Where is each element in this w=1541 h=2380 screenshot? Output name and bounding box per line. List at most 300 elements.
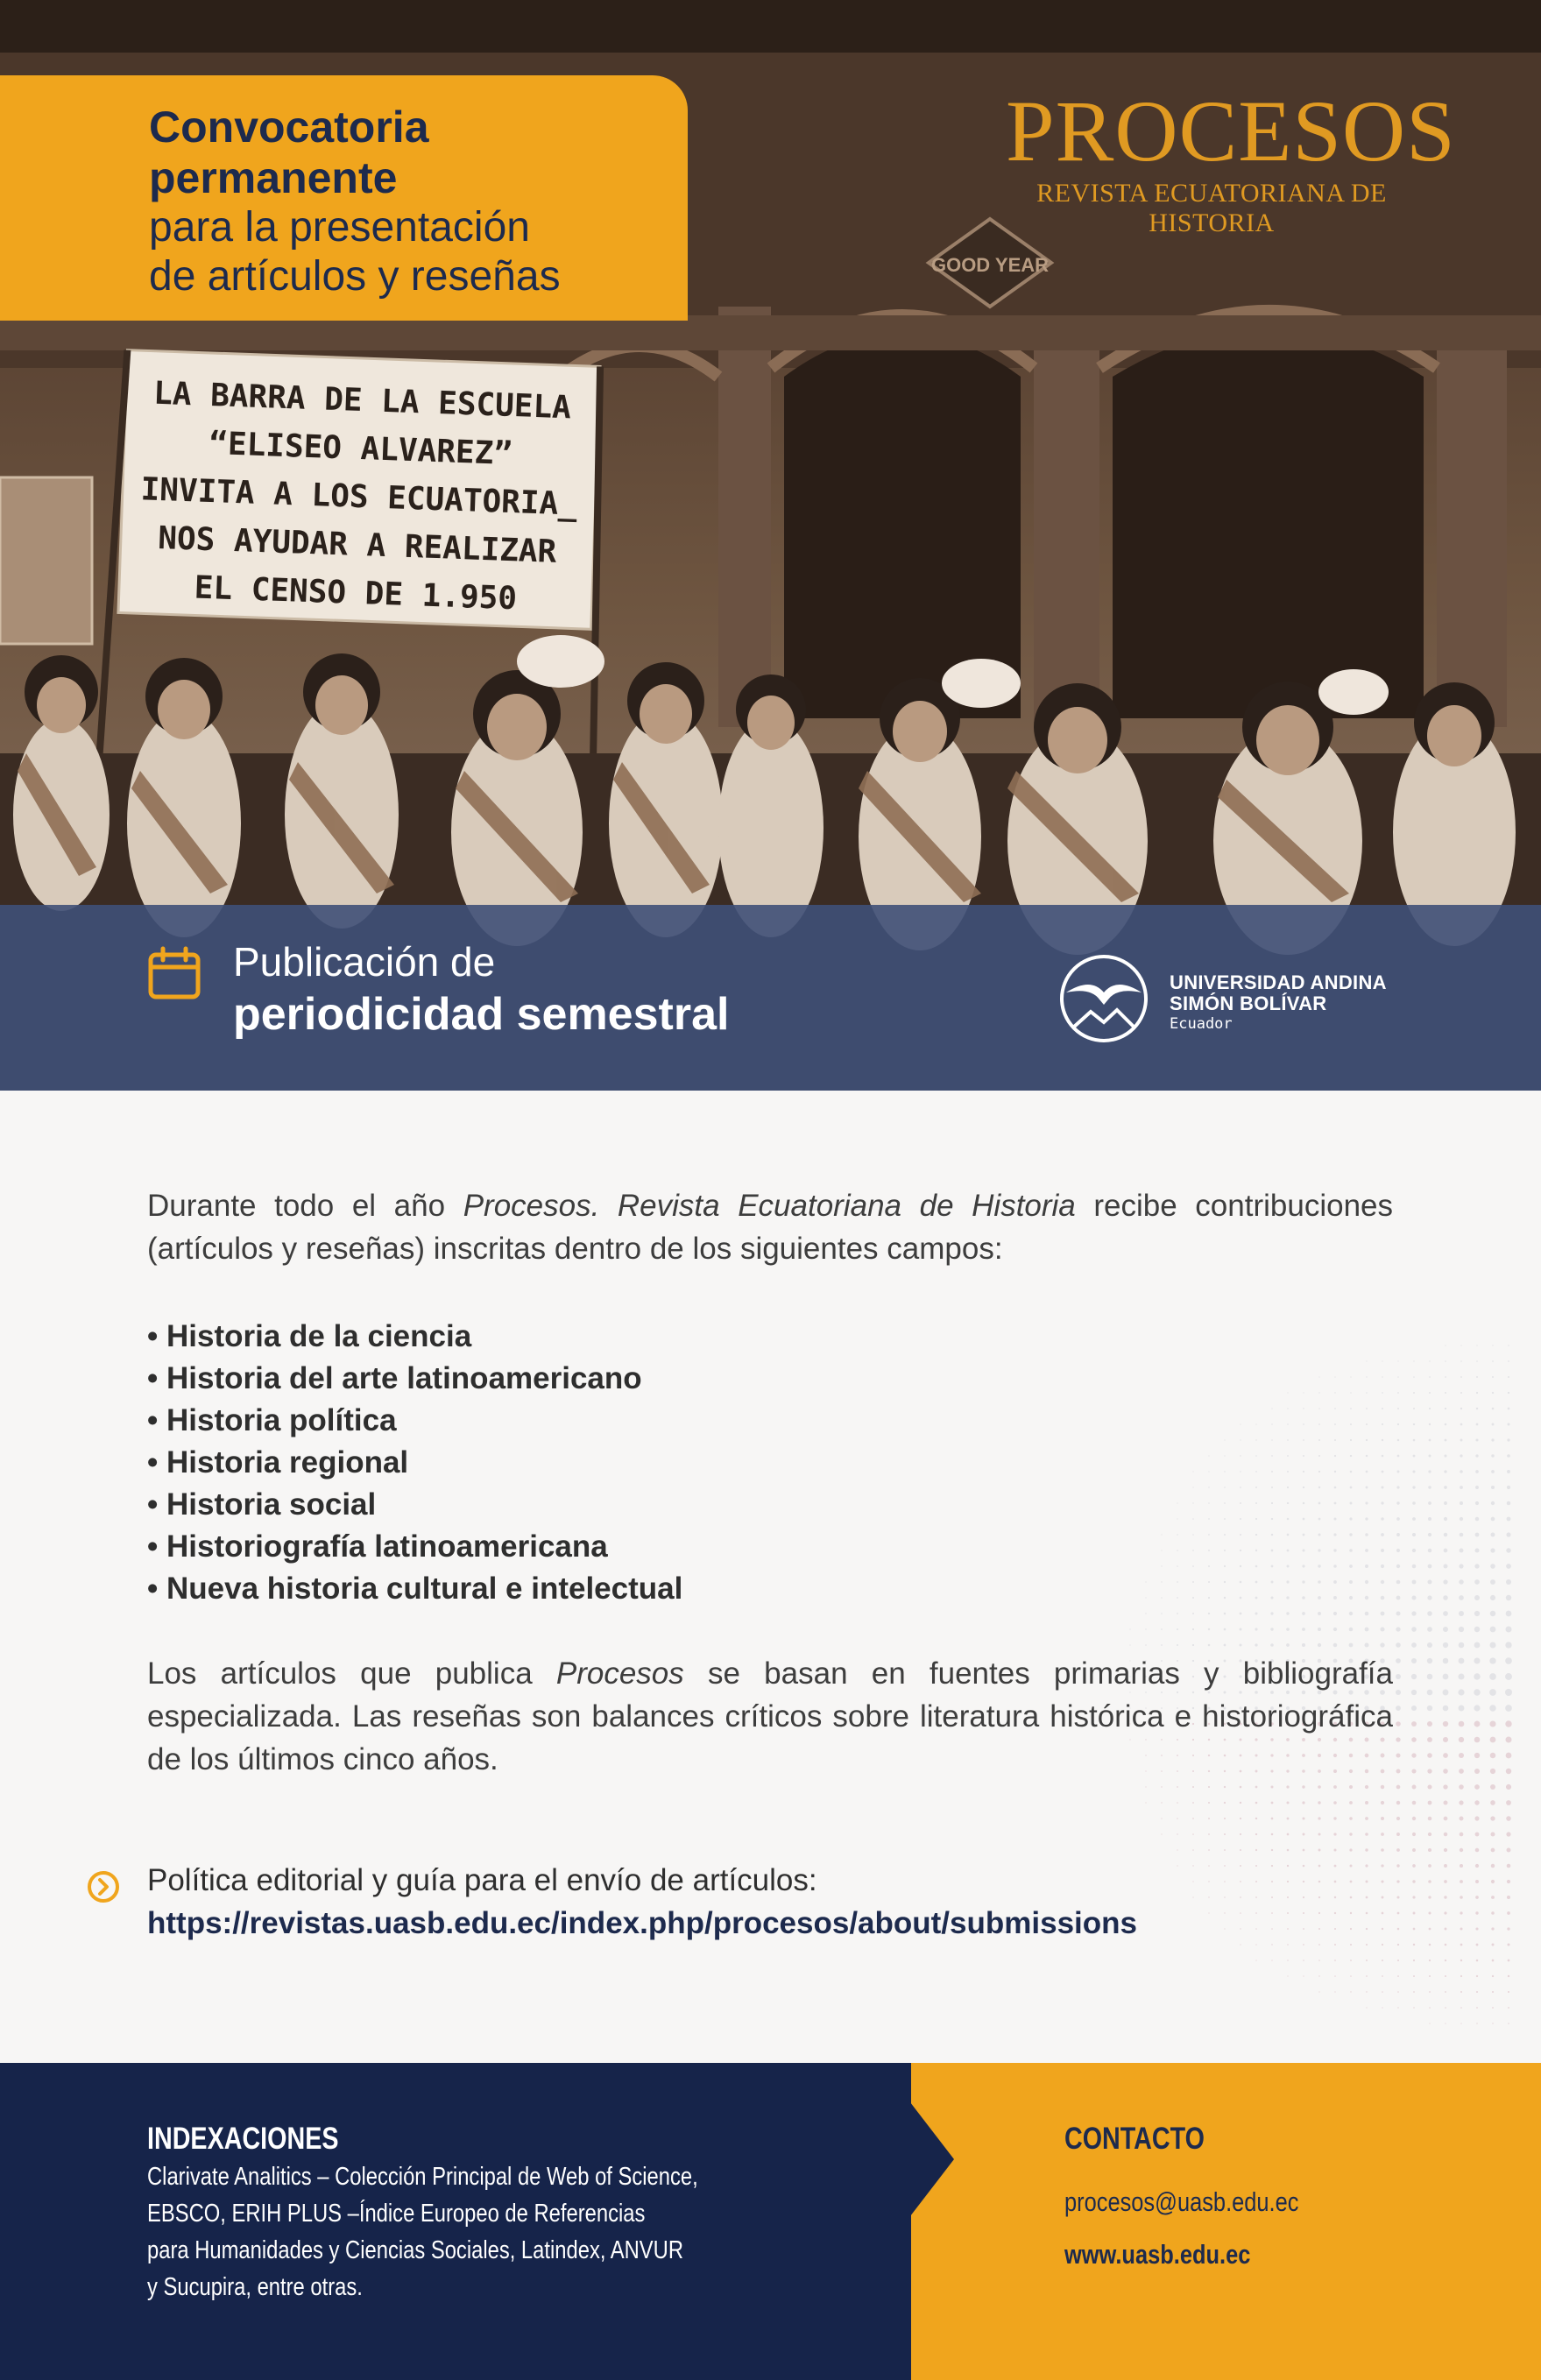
dot xyxy=(1444,1470,1446,1472)
dot xyxy=(1475,1833,1480,1837)
dot xyxy=(1459,1737,1464,1742)
contact-email-link[interactable]: procesos@uasb.edu.ec xyxy=(1064,2186,1299,2217)
dot xyxy=(1489,1689,1496,1696)
dot xyxy=(1412,1785,1417,1790)
dot xyxy=(1396,1580,1401,1585)
dot xyxy=(1460,1833,1464,1837)
dot xyxy=(1505,1689,1512,1696)
dot xyxy=(1475,1501,1479,1505)
dot xyxy=(1507,1911,1510,1915)
call-title-line2: permanente xyxy=(149,153,398,202)
indexations-title: INDEXACIONES xyxy=(147,2122,339,2156)
dot xyxy=(1459,1800,1463,1804)
dot xyxy=(1396,1880,1399,1882)
dot xyxy=(1334,1896,1336,1898)
dot xyxy=(1224,1881,1226,1882)
dot xyxy=(1177,1818,1178,1819)
dot xyxy=(1476,1960,1479,1962)
dot xyxy=(1443,1674,1449,1680)
dot xyxy=(1490,1595,1495,1600)
dot xyxy=(1349,1833,1352,1835)
dot xyxy=(1427,1627,1432,1632)
indexations-line: EBSCO, ERIH PLUS –Índice Europeo de Referencias xyxy=(147,2200,646,2228)
dot xyxy=(1318,1881,1321,1883)
dot xyxy=(1224,1865,1226,1867)
dot xyxy=(1240,1944,1241,1945)
dot xyxy=(1508,1975,1509,1977)
dot xyxy=(1349,1864,1352,1867)
dot xyxy=(1460,1360,1462,1362)
dot xyxy=(1492,1944,1495,1946)
dot xyxy=(1411,1737,1417,1742)
dot xyxy=(1396,1896,1399,1898)
dot xyxy=(1474,1705,1480,1711)
dot xyxy=(1443,1642,1448,1648)
dot xyxy=(1224,1818,1226,1819)
dot xyxy=(1413,1960,1415,1961)
dot xyxy=(1271,1896,1273,1898)
dot xyxy=(1396,1817,1400,1820)
call-title-line1: Convocatoria xyxy=(149,102,429,152)
dot xyxy=(1413,2007,1414,2008)
dot xyxy=(1460,1501,1463,1505)
dot xyxy=(1318,1833,1320,1835)
dot xyxy=(1428,1564,1432,1569)
dot xyxy=(1192,1865,1193,1866)
dot xyxy=(1366,1896,1368,1899)
dot xyxy=(1444,1486,1447,1489)
dot xyxy=(1492,1423,1495,1426)
dot xyxy=(1365,1848,1368,1851)
dot xyxy=(1429,1944,1431,1946)
dot xyxy=(1444,1817,1448,1821)
dot xyxy=(1460,1533,1464,1537)
dot xyxy=(1240,1881,1241,1882)
dot xyxy=(1411,1769,1416,1773)
dot xyxy=(1271,1849,1273,1851)
dot xyxy=(1411,1595,1416,1600)
dot xyxy=(1412,1864,1416,1868)
dot xyxy=(1427,1706,1432,1711)
dot xyxy=(1427,1658,1432,1663)
dot xyxy=(1490,1548,1495,1552)
dot xyxy=(1445,1928,1447,1931)
dot xyxy=(1475,1911,1478,1914)
dot xyxy=(1505,1720,1511,1727)
dot xyxy=(1506,1832,1510,1836)
dot xyxy=(1428,1486,1431,1488)
dot xyxy=(1208,1802,1210,1804)
fields-list xyxy=(147,1316,1393,1610)
dot xyxy=(1271,1912,1273,1914)
dot xyxy=(1412,1533,1416,1536)
dot xyxy=(1396,1564,1400,1568)
dot xyxy=(1271,1786,1274,1789)
dot xyxy=(1492,1408,1495,1410)
dot xyxy=(1443,1706,1449,1712)
dot xyxy=(1491,1864,1495,1868)
list-item: • Nueva historia cultural e intelectual xyxy=(147,1571,683,1606)
dot xyxy=(1240,1865,1241,1867)
dot xyxy=(1474,1548,1479,1552)
dot xyxy=(1381,1848,1384,1852)
dot xyxy=(1303,1833,1305,1836)
dot xyxy=(1255,1849,1257,1851)
dot xyxy=(1412,1564,1417,1569)
dot xyxy=(1271,1881,1273,1882)
dot xyxy=(1475,1470,1479,1473)
dot xyxy=(1412,1848,1416,1852)
dot xyxy=(1443,1784,1447,1789)
dot xyxy=(1397,1944,1399,1946)
dot xyxy=(1427,1721,1432,1727)
dot xyxy=(1208,1881,1209,1882)
dot xyxy=(1192,1818,1194,1819)
logo-subtitle: REVISTA ECUATORIANA DE HISTORIA xyxy=(1036,179,1387,237)
dot xyxy=(1474,1611,1480,1616)
dot xyxy=(1318,1817,1320,1819)
dot xyxy=(1476,1360,1478,1362)
dot xyxy=(1397,1471,1400,1473)
dot xyxy=(1396,1848,1400,1852)
dot xyxy=(1271,1802,1274,1804)
dot xyxy=(1413,1360,1414,1361)
dot xyxy=(1411,1721,1417,1727)
dot xyxy=(1475,1864,1479,1868)
dot xyxy=(1475,1896,1479,1899)
dot xyxy=(1303,1865,1305,1868)
dot xyxy=(1413,1439,1416,1442)
dot xyxy=(1491,1848,1495,1853)
condor-logo-icon xyxy=(1056,950,1152,1047)
dot xyxy=(1413,1455,1416,1458)
dot xyxy=(1318,1928,1320,1930)
dot xyxy=(1397,1912,1400,1915)
footer-arrow xyxy=(910,2102,958,2216)
dot xyxy=(1255,1944,1256,1945)
dot xyxy=(1381,1785,1384,1789)
dot xyxy=(1508,2023,1509,2024)
dot xyxy=(1412,1880,1415,1882)
dot xyxy=(1507,1501,1511,1506)
dot xyxy=(1492,1360,1494,1362)
dot xyxy=(1429,1928,1431,1931)
dot xyxy=(1396,1864,1399,1867)
dot xyxy=(1334,1928,1336,1930)
dot xyxy=(1474,1769,1480,1774)
dot xyxy=(1413,1376,1415,1378)
dot xyxy=(1428,1880,1431,1883)
dot xyxy=(1506,1627,1512,1633)
dot xyxy=(1491,1517,1495,1522)
dot xyxy=(1397,1991,1399,1993)
dot xyxy=(1413,1928,1416,1931)
dot xyxy=(1443,1690,1449,1696)
dot xyxy=(1224,1912,1225,1913)
dot xyxy=(1443,1658,1449,1664)
dot xyxy=(1411,1690,1417,1695)
contact-website-link[interactable]: www.uasb.edu.ec xyxy=(1064,2239,1251,2270)
dot xyxy=(1365,1864,1368,1867)
dot xyxy=(1287,1833,1290,1836)
dot xyxy=(1459,1627,1464,1632)
dot xyxy=(1443,1800,1447,1804)
dot xyxy=(1429,1975,1431,1977)
dot xyxy=(1255,1818,1257,1819)
dot xyxy=(1505,1705,1512,1712)
dot xyxy=(1507,1470,1510,1473)
main-content xyxy=(147,1184,1393,1781)
dot xyxy=(1459,1753,1464,1758)
list-item: • Historia social xyxy=(147,1487,377,1522)
call-subtitle-line2: de artículos y reseñas xyxy=(149,253,561,300)
articles-paragraph: Los artículos que publica Procesos se basan en fuentes primarias y bibliografía especializada. Las reseñas son balances críticos sobre literatura histórica e historiográfica de los últimos cinco años. xyxy=(147,1656,1393,1776)
editorial-policy xyxy=(147,1860,1137,1946)
dot xyxy=(1224,1928,1225,1929)
dot xyxy=(1334,1991,1335,1992)
dot xyxy=(1475,1848,1480,1853)
contact-title: CONTACTO xyxy=(1064,2122,1205,2156)
dot xyxy=(1382,1944,1383,1946)
dot xyxy=(1302,1817,1304,1819)
dot xyxy=(1443,1753,1448,1758)
dot xyxy=(1460,1944,1463,1946)
dot xyxy=(1508,1392,1509,1394)
dot xyxy=(1396,1801,1400,1804)
dot xyxy=(1411,1706,1417,1711)
dot xyxy=(1365,1817,1368,1820)
dot xyxy=(1318,1944,1320,1946)
dot xyxy=(1445,1423,1447,1426)
dot xyxy=(1459,1579,1463,1584)
dot xyxy=(1396,1674,1401,1679)
dot xyxy=(1397,1392,1399,1394)
dot xyxy=(1474,1657,1480,1663)
dot xyxy=(1382,1928,1383,1930)
dot xyxy=(1365,1833,1368,1836)
dot xyxy=(1443,1721,1448,1727)
dot xyxy=(1429,1408,1431,1409)
dot xyxy=(1412,1833,1416,1836)
dot xyxy=(1474,1627,1481,1633)
dot xyxy=(1318,1801,1320,1804)
contact-block xyxy=(1064,2120,1350,2274)
dot xyxy=(1506,1532,1510,1536)
dot xyxy=(1255,1896,1257,1898)
dot xyxy=(1333,1848,1336,1851)
list-item: • Historia regional xyxy=(147,1445,409,1480)
dot xyxy=(1208,1849,1210,1851)
dot xyxy=(1161,1786,1162,1787)
dot xyxy=(1177,1802,1178,1804)
dot xyxy=(1366,1991,1367,1992)
dot xyxy=(1208,1865,1210,1867)
dot xyxy=(1475,1486,1479,1489)
dot xyxy=(1444,1896,1446,1898)
dot xyxy=(1397,2007,1398,2008)
dot xyxy=(1271,1944,1272,1945)
dot xyxy=(1334,1865,1337,1868)
dot xyxy=(1492,1392,1494,1394)
dot xyxy=(1208,1833,1210,1835)
dot xyxy=(1287,1912,1289,1914)
dot xyxy=(1460,1423,1463,1426)
dot xyxy=(1318,1975,1319,1976)
call-subtitle-line1: para la presentación xyxy=(149,204,530,251)
dot xyxy=(1460,1486,1463,1489)
dot xyxy=(1413,1944,1415,1946)
dot xyxy=(1255,1802,1258,1804)
dot xyxy=(1382,1960,1383,1961)
dot xyxy=(1492,1975,1494,1977)
dot xyxy=(1287,1944,1289,1946)
indexations-line: Clarivate Analitics – Colección Principal de Web of Science, xyxy=(147,2163,698,2191)
indexations-line: para Humanidades y Ciencias Sociales, Latindex, ANVUR xyxy=(147,2236,683,2264)
dot xyxy=(1476,1991,1478,1993)
dot xyxy=(1192,1849,1194,1851)
dot xyxy=(1444,1864,1447,1868)
dot xyxy=(1397,1439,1400,1442)
dot xyxy=(1474,1737,1481,1743)
dot xyxy=(1287,1881,1289,1882)
dot xyxy=(1255,1833,1257,1835)
dot xyxy=(1508,1360,1509,1362)
dot xyxy=(1334,1881,1337,1883)
dot xyxy=(1303,1928,1304,1930)
dot xyxy=(1286,1785,1289,1788)
dot xyxy=(1491,1927,1494,1930)
dot xyxy=(1303,1912,1304,1914)
dot xyxy=(1489,1705,1495,1711)
dot xyxy=(1397,1423,1399,1425)
dot xyxy=(1508,1376,1509,1378)
dot xyxy=(1460,1517,1463,1521)
dot xyxy=(1429,1439,1431,1442)
dot xyxy=(1459,1784,1464,1790)
dot xyxy=(1460,1549,1464,1553)
dot xyxy=(1208,1818,1210,1819)
dot xyxy=(1145,1802,1146,1803)
dot xyxy=(1318,1960,1320,1961)
dot xyxy=(1334,1944,1336,1946)
dot xyxy=(1492,1960,1495,1962)
list-item: • Historia política xyxy=(147,1403,397,1437)
dot xyxy=(1474,1579,1480,1585)
dot xyxy=(1506,1784,1511,1790)
dot xyxy=(1287,1975,1288,1976)
dot xyxy=(1460,1880,1463,1883)
university-logo xyxy=(1056,950,1387,1051)
dot xyxy=(1428,1864,1431,1868)
dot xyxy=(1334,1975,1336,1977)
dot xyxy=(1474,1673,1480,1679)
dot xyxy=(1240,1896,1241,1898)
dot xyxy=(1303,1944,1304,1946)
dot xyxy=(1491,1454,1494,1457)
dot xyxy=(1396,1596,1401,1600)
dot xyxy=(1460,1817,1464,1821)
dot xyxy=(1489,1657,1495,1663)
dot xyxy=(1192,1881,1193,1882)
dot xyxy=(1350,1960,1352,1961)
dot xyxy=(1224,1833,1226,1835)
dot xyxy=(1507,1864,1511,1868)
banner-line: “ELISEO ALVAREZ” xyxy=(208,425,513,473)
dot xyxy=(1318,1896,1320,1898)
dot xyxy=(1333,1785,1337,1789)
dot xyxy=(1302,1785,1304,1788)
dot xyxy=(1397,1360,1398,1361)
dot xyxy=(1349,1801,1353,1804)
dot xyxy=(1459,1769,1464,1774)
dot xyxy=(1476,1975,1478,1977)
dot xyxy=(1490,1564,1495,1569)
dot xyxy=(1271,1928,1273,1930)
dot xyxy=(1506,1611,1512,1617)
dot xyxy=(1475,1454,1478,1457)
dot xyxy=(1443,1627,1448,1632)
dot xyxy=(1474,1642,1481,1649)
dot xyxy=(1490,1753,1496,1759)
dot xyxy=(1476,1408,1478,1409)
dot xyxy=(1476,1423,1479,1426)
dot xyxy=(1443,1769,1448,1774)
dot xyxy=(1428,1549,1432,1553)
dot xyxy=(1428,1896,1431,1898)
dot xyxy=(1508,2007,1509,2009)
dot xyxy=(1429,1392,1431,1394)
dot xyxy=(1397,1408,1399,1409)
dot xyxy=(1460,1848,1463,1852)
dot xyxy=(1429,1423,1431,1425)
dot xyxy=(1507,1517,1511,1522)
dot xyxy=(1192,1833,1194,1835)
periodicity-text xyxy=(233,937,729,1042)
dot xyxy=(1492,1991,1494,1993)
dot xyxy=(1287,1896,1289,1898)
dot xyxy=(1366,1944,1368,1946)
dot xyxy=(1318,1785,1321,1789)
dot xyxy=(1350,1928,1352,1930)
dot xyxy=(1413,1912,1416,1915)
dot xyxy=(1460,2007,1462,2009)
dot xyxy=(1287,1865,1289,1867)
dot xyxy=(1508,1408,1510,1410)
dot xyxy=(1224,1849,1226,1851)
dot xyxy=(1396,1785,1401,1790)
dot xyxy=(1350,1975,1352,1977)
dot xyxy=(1491,1501,1495,1505)
dot xyxy=(1396,1533,1400,1536)
dot xyxy=(1318,1991,1319,1992)
dot xyxy=(1255,1881,1257,1882)
dot xyxy=(1255,1865,1257,1867)
dot xyxy=(1287,1818,1290,1820)
dot xyxy=(1396,1611,1400,1615)
dot xyxy=(1412,1580,1417,1585)
dot xyxy=(1411,1753,1416,1757)
dot xyxy=(1396,1721,1401,1727)
dot xyxy=(1507,1880,1510,1883)
dot xyxy=(1428,1911,1431,1914)
submissions-link[interactable]: https://revistas.uasb.edu.ec/index.php/procesos/about/submissions xyxy=(147,1906,1137,1940)
dot xyxy=(1428,1533,1431,1536)
dot xyxy=(1240,1833,1241,1835)
dot xyxy=(1397,1960,1399,1961)
svg-text:GOOD YEAR: GOOD YEAR xyxy=(930,254,1050,276)
dot xyxy=(1490,1737,1496,1743)
dot xyxy=(1397,1928,1400,1931)
